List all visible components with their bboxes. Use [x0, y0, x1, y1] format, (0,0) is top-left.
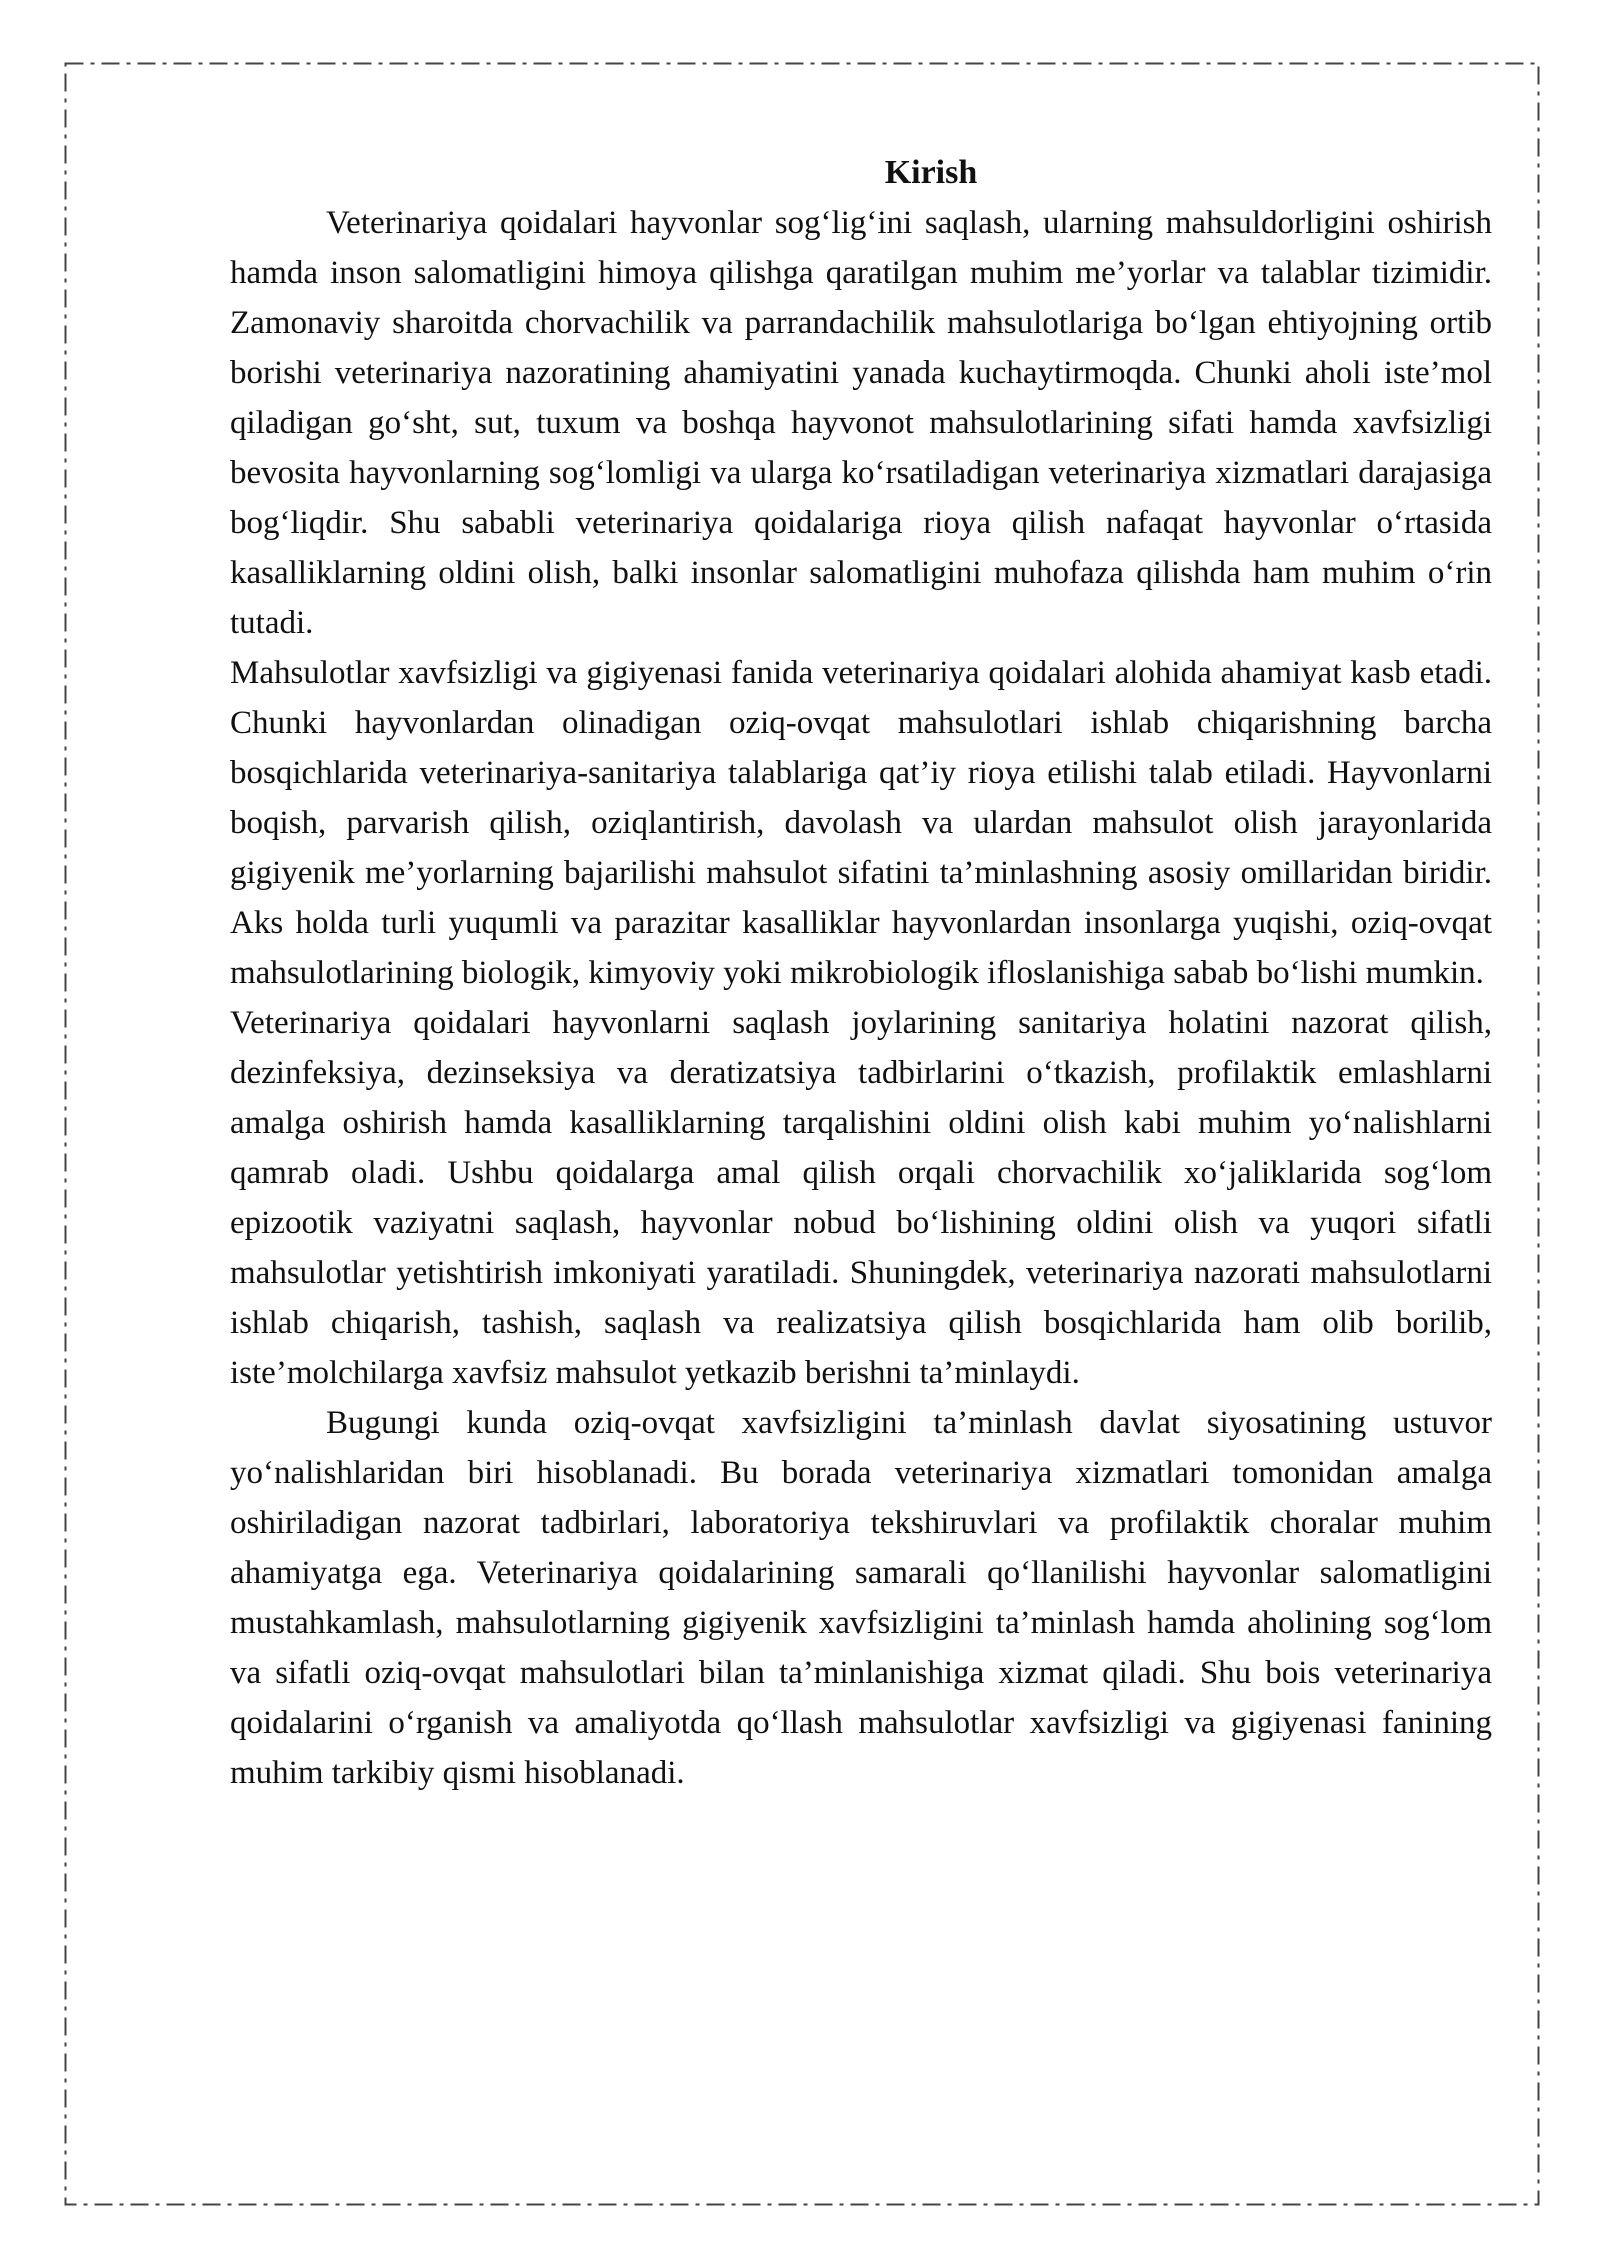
document-body	[230, 148, 1492, 1798]
document-title: Kirish	[884, 154, 978, 191]
paragraph-2: Mahsulotlar xavfsizligi va gigiyenasi fanida veterinariya qoidalari alohida ahamiyat kasb etadi. Chunki hayvonlardan olinadigan oziq-ovqat mahsulotlari ishlab chiqarishning barcha bosqichlarida veterinariya-sanitariya talablariga qat’iy rioya etilishi talab etiladi. Hayvonlarni boqish, parvarish qilish, oziqlantirish, davolash va ulardan mahsulot olish jarayonlarida gigiyenik me’yorlarning bajarilishi mahsulot sifatini ta’minlashning asosiy omillaridan biridir. Aks holda turli yuqumli va parazitar kasalliklar hayvonlardan insonlarga yuqishi, oziq-ovqat mahsulotlarining biologik, kimyoviy yoki mikrobiologik ifloslanishiga sabab bo‘lishi mumkin.	[230, 655, 1492, 991]
paragraph-3: Veterinariya qoidalari hayvonlarni saqlash joylarining sanitariya holatini nazorat qilish, dezinfeksiya, dezinseksiya va deratizatsiya tadbirlarini o‘tkazish, profilaktik emlashlarni amalga oshirish hamda kasalliklarning tarqalishini oldini olish kabi muhim yo‘nalishlarni qamrab oladi. Ushbu qoidalarga amal qilish orqali chorvachilik xo‘jaliklarida sog‘lom epizootik vaziyatni saqlash, hayvonlar nobud bo‘lishining oldini olish va yuqori sifatli mahsulotlar yetishtirish imkoniyati yaratiladi. Shuningdek, veterinariya nazorati mahsulotlarni ishlab chiqarish, tashish, saqlash va realizatsiya qilish bosqichlarida ham olib borilib, iste’molchilarga xavfsiz mahsulot yetkazib berishni ta’minlaydi.	[230, 1005, 1492, 1391]
paragraph-4: Bugungi kunda oziq-ovqat xavfsizligini ta’minlash davlat siyosatining ustuvor yo‘nalishlaridan biri hisoblanadi. Bu borada veterinariya xizmatlari tomonidan amalga oshiriladigan nazorat tadbirlari, laboratoriya tekshiruvlari va profilaktik choralar muhim ahamiyatga ega. Veterinariya qoidalarining samarali qo‘llanilishi hayvonlar salomatligini mustahkamlash, mahsulotlarning gigiyenik xavfsizligini ta’minlash hamda aholining sog‘lom va sifatli oziq-ovqat mahsulotlari bilan ta’minlanishiga xizmat qiladi. Shu bois veterinariya qoidalarini o‘rganish va amaliyotda qo‘llash mahsulotlar xavfsizligi va gigiyenasi fanining muhim tarkibiy qismi hisoblanadi.	[230, 1405, 1492, 1791]
paragraph-1: Veterinariya qoidalari hayvonlar sog‘lig‘ini saqlash, ularning mahsuldorligini oshirish hamda inson salomatligini himoya qilishga qaratilgan muhim me’yorlar va talablar tizimidir. Zamonaviy sharoitda chorvachilik va parrandachilik mahsulotlariga bo‘lgan ehtiyojning ortib borishi veterinariya nazoratining ahamiyatini yanada kuchaytirmoqda. Chunki aholi iste’mol qiladigan go‘sht, sut, tuxum va boshqa hayvonot mahsulotlarining sifati hamda xavfsizligi bevosita hayvonlarning sog‘lomligi va ularga ko‘rsatiladigan veterinariya xizmatlari darajasiga bog‘liqdir. Shu sababli veterinariya qoidalariga rioya qilish nafaqat hayvonlar o‘rtasida kasalliklarning oldini olish, balki insonlar salomatligini muhofaza qilishda ham muhim o‘rin tutadi.	[230, 205, 1492, 641]
